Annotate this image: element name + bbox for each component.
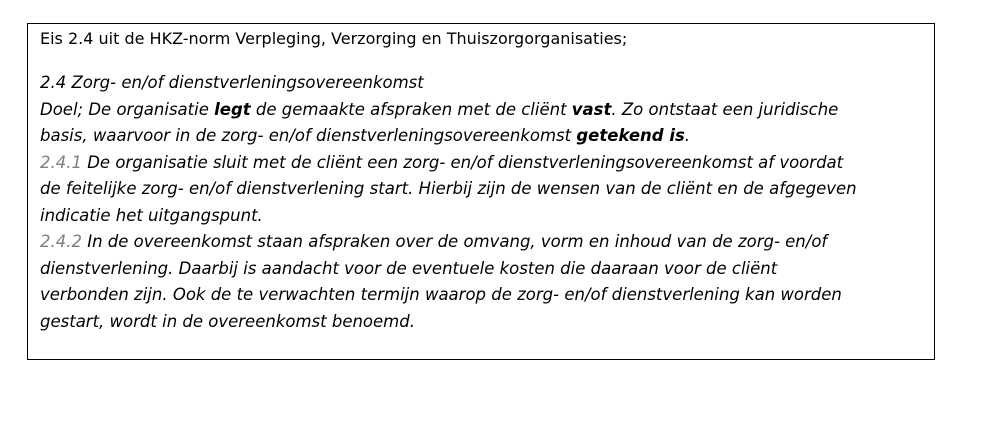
document-heading: Eis 2.4 uit de HKZ-norm Verpleging, Verzorging en Thuiszorgorganisaties; bbox=[40, 29, 628, 48]
doel-text: basis, waarvoor in de zorg- en/of dienstverleningsovereenkomst bbox=[40, 126, 577, 145]
item-241-line-2: de feitelijke zorg- en/of dienstverlening start. Hierbij zijn de wensen van de cliënt en de afgegeven bbox=[40, 179, 857, 198]
text-box bbox=[27, 23, 935, 360]
doel-text: de gemaakte afspraken met de cliënt bbox=[250, 99, 572, 119]
item-number: 2.4.1 bbox=[40, 152, 82, 172]
emphasis-vast: vast bbox=[571, 99, 612, 119]
item-241-line-1 bbox=[40, 150, 922, 177]
item-241-line-3: indicatie het uitgangspunt. bbox=[40, 205, 263, 225]
item-242-line-3: verbonden zijn. Ook de te verwachten termijn waarop de zorg- en/of dienstverlening kan worden bbox=[40, 285, 842, 304]
requirement-body bbox=[40, 70, 922, 335]
emphasis-getekend: getekend is bbox=[576, 126, 685, 145]
doel-line-2 bbox=[40, 123, 922, 150]
item-text: In de overeenkomst staan afspraken over de omvang, vorm en inhoud van de zorg- en/of bbox=[81, 232, 828, 251]
item-number: 2.4.2 bbox=[40, 232, 82, 251]
item-242-line-2: dienstverlening. Daarbij is aandacht voor de eventuele kosten die daaraan voor de cliënt bbox=[40, 258, 778, 278]
item-242-line-4: gestart, wordt in de overeenkomst benoemd. bbox=[40, 311, 415, 331]
section-title: 2.4 Zorg- en/of dienstverleningsovereenkomst bbox=[40, 73, 424, 92]
item-242-line-1 bbox=[40, 229, 922, 256]
emphasis-legt: legt bbox=[214, 99, 251, 119]
doel-text: Doel; De organisatie bbox=[40, 99, 215, 119]
doel-text: . bbox=[684, 126, 691, 145]
doel-text: . Zo ontstaat een juridische bbox=[611, 99, 839, 119]
doel-line-1 bbox=[40, 97, 922, 124]
item-text: De organisatie sluit met de cliënt een zorg- en/of dienstverleningsovereenkomst af voordat bbox=[81, 152, 844, 172]
